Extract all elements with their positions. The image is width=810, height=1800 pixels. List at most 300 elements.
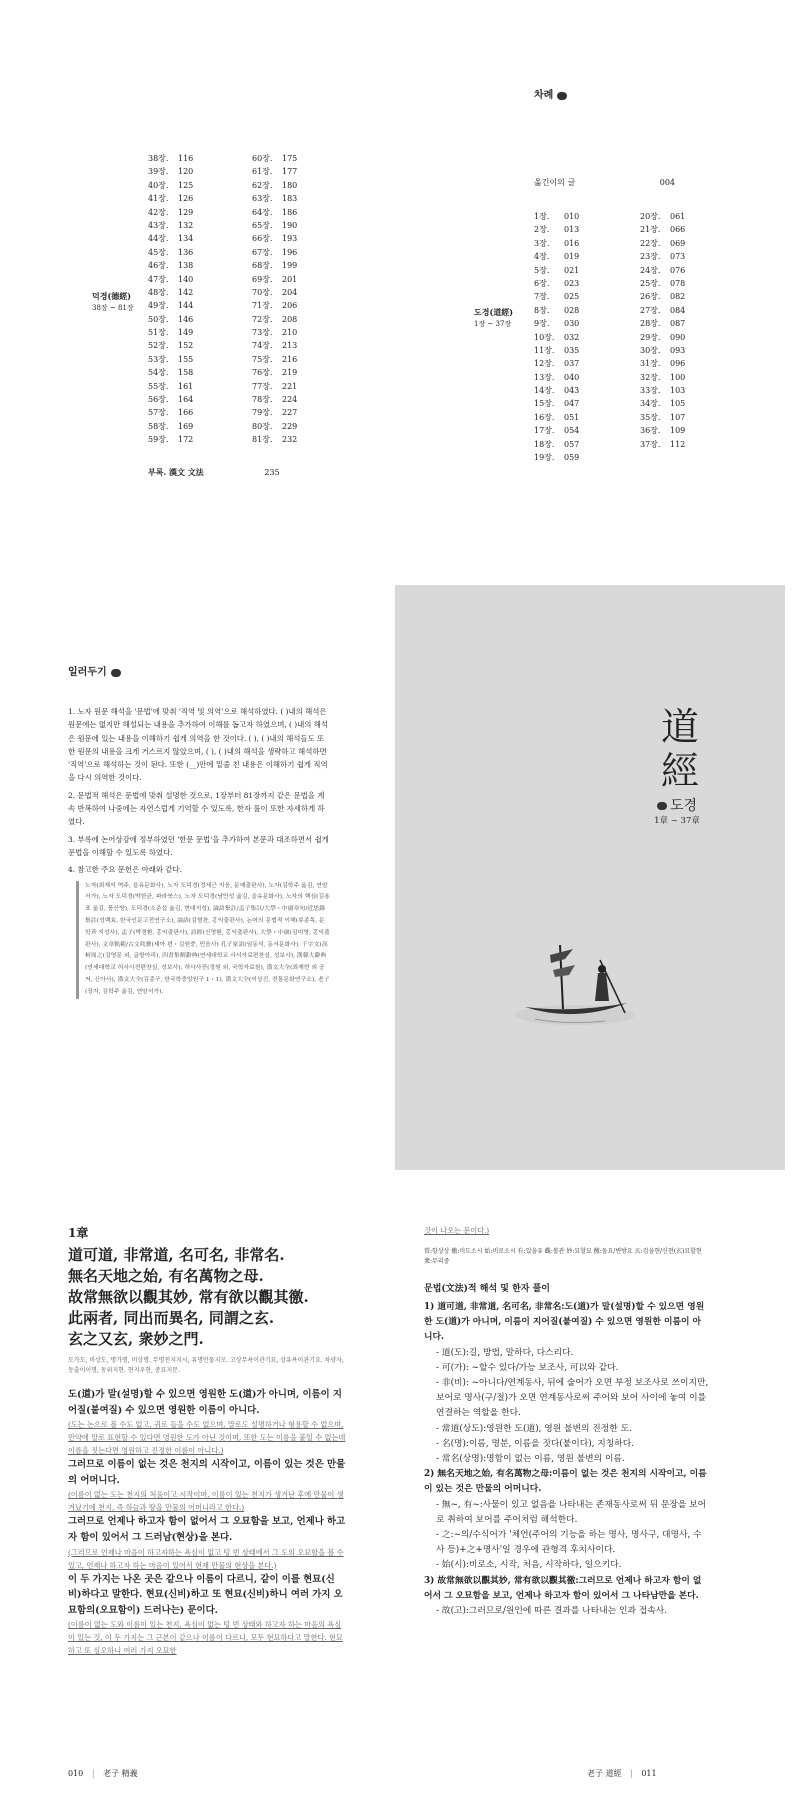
toc-entry-page: 164	[178, 395, 194, 405]
toc-entry-chapter: 51장.	[148, 328, 169, 338]
toc-entry-page: 175	[282, 154, 298, 163]
hanja-line-4: 此兩者, 同出而異名, 同謂之玄.	[68, 1309, 275, 1327]
hanja-line-3: 故常無欲以觀其妙, 常有欲以觀其徼.	[68, 1288, 309, 1306]
note-3: (그러므로 언제나 마음이 하고자하는 욕심이 없고 텅 빈 상태에서 그 도의 오묘함을 볼 수 있고, 언제나 하고자 하는 마음이 있어서 현재 만물의 현상을 본다.)	[68, 1547, 344, 1570]
footer-left: 010 | 老子 精義	[68, 1769, 138, 1778]
toc-entry-page: 138	[178, 261, 194, 271]
toc-entry[interactable]	[640, 317, 685, 330]
toc-entry-page: 142	[178, 287, 194, 297]
note-4-continued: 것이 나오는 문이다.)	[424, 1226, 490, 1235]
toc-entry[interactable]	[252, 420, 297, 433]
toc-entry-chapter: 26장.	[640, 292, 661, 302]
translation-block	[68, 1387, 346, 1657]
toc-entry-page: 023	[564, 278, 580, 288]
divider-range: 1章 ~ 37章	[654, 816, 700, 826]
toc-entry-chapter: 55장.	[148, 381, 169, 391]
toc-entry-page: 032	[564, 332, 580, 342]
toc-entry[interactable]	[148, 339, 193, 352]
toc-entry-page: 047	[564, 399, 580, 409]
toc-entry-page: 172	[178, 435, 194, 445]
toc-entry-chapter: 30장.	[640, 345, 661, 355]
toc-entry[interactable]	[640, 357, 685, 370]
toc-entry[interactable]	[148, 259, 193, 272]
toc-entry-page: 149	[178, 328, 194, 338]
toc-entry-chapter: 15장.	[534, 399, 555, 409]
toc-entry-page: 193	[282, 234, 298, 244]
grammar-item: - 故(고):그러므로/원인에 따른 결과를 나타내는 인과 접속사.	[436, 1606, 668, 1617]
toc-entry-chapter: 54장.	[148, 368, 169, 378]
toc-entry-chapter: 73장.	[252, 328, 273, 338]
toc-entry-page: 057	[564, 439, 580, 449]
toc-entry-chapter: 63장.	[252, 194, 273, 204]
toc-entry[interactable]	[640, 331, 685, 344]
toc-entry[interactable]	[252, 433, 297, 446]
toc-entry-chapter: 44장.	[148, 234, 169, 244]
toc-entry-page: 040	[564, 372, 580, 382]
toc-entry[interactable]	[148, 219, 193, 232]
grammar-item: - 非(비): ~아니다/연계동사, 뒤에 술어가 오면 부정 보조사로 쓰이지만, 보어로 명사(구/절)가 오면 연계동사로써 주어와 보어 사이에 놓여 이를 연결하는 역할을 한다.	[436, 1378, 709, 1419]
toc-entry-page: 146	[178, 314, 194, 324]
grammar-item: - 可(가): ~할수 있다/가능 보조사, 可以와 같다.	[436, 1362, 619, 1373]
toc-entry[interactable]	[148, 313, 193, 326]
toc-entry-page: 144	[178, 301, 194, 311]
toc-entry-chapter: 20장.	[640, 212, 661, 221]
translation-1: 도(道)가 말(설명)할 수 있으면 영원한 도(道)가 아니며, 이름이 지어질(붙여질) 수 있으면 영원한 이름이 아니다.	[68, 1389, 342, 1416]
toc-entry[interactable]	[640, 237, 685, 250]
grammar-item: - 常名(상명):명함이 없는 이름, 영원 불변의 이름.	[436, 1454, 625, 1465]
toc-entry-page: 208	[282, 314, 298, 324]
toc-entry-chapter: 1장.	[534, 212, 550, 221]
toc-entry[interactable]	[252, 179, 297, 192]
toc-entry-page: 066	[670, 225, 686, 235]
toc-entry-page: 152	[178, 341, 194, 351]
toc-entry-page: 096	[670, 359, 686, 369]
toc-entry-page: 016	[564, 238, 580, 248]
toc-entry[interactable]	[148, 165, 193, 178]
toc-entry[interactable]	[534, 344, 579, 357]
toc-entry-page: 013	[564, 225, 580, 235]
toc-entry-chapter: 70장.	[252, 287, 273, 297]
toc-entry[interactable]	[640, 424, 685, 437]
toc-entry-chapter: 11장.	[534, 345, 555, 355]
toc-entry-page: 140	[178, 274, 194, 284]
toc-entry[interactable]	[640, 223, 685, 236]
toc-entry-chapter: 65장.	[252, 220, 273, 230]
toc-entry-page: 010	[564, 212, 580, 221]
pronunciation: 도가도, 비상도, 명가명, 비상명. 무명천지지시, 유명만물지모. 고상무욕이관기묘, 상유욕이관기요. 차양자, 동출이이명, 동위지현. 현지우현, 중묘지문.	[68, 1357, 344, 1374]
toc-entry[interactable]	[534, 438, 579, 451]
toc-entry-chapter: 23장.	[640, 252, 661, 262]
toc-entry[interactable]	[534, 317, 579, 330]
toc-entry-page: 216	[282, 354, 298, 364]
toc-entry[interactable]	[534, 250, 579, 263]
toc-entry-page: 221	[282, 381, 298, 391]
toc-entry-page: 204	[282, 287, 298, 297]
toc-entry-chapter: 24장.	[640, 265, 661, 275]
toc-entry[interactable]	[252, 339, 297, 352]
toc-entry-chapter: 16장.	[534, 412, 555, 422]
toc-entry-chapter: 40장.	[148, 180, 169, 190]
toc-entry-chapter: 33장.	[640, 386, 661, 396]
toc-entry[interactable]	[640, 371, 685, 384]
toc-entry-chapter: 46장.	[148, 261, 169, 271]
toc-entry-chapter: 28장.	[640, 319, 661, 329]
toc-right-section-range: 1장 ~ 37장	[474, 320, 512, 328]
toc-entry[interactable]	[148, 406, 193, 419]
grammar-item: 1) 道可道, 非常道, 名可名, 非常名:도(道)가 말(설명)할 수 있으면 영원한 도(道)가 아니며, 이름이 지어질(붙여질) 수 있으면 영원한 이름이 아니다.	[424, 1302, 705, 1343]
chapter-right-page	[412, 1190, 810, 1800]
toc-right-section-title: 도경(道經)	[474, 307, 514, 317]
toc-entry-chapter: 22장.	[640, 238, 661, 248]
toc-entry-page: 206	[282, 301, 298, 311]
toc-entry[interactable]	[148, 380, 193, 393]
toc-entry-chapter: 10장.	[534, 332, 555, 342]
toc-entry-page: 180	[282, 180, 298, 190]
toc-entry[interactable]	[148, 299, 193, 312]
toc-entry[interactable]	[534, 424, 579, 437]
vocab-list: 常:항상상 徼:미도소시 始:비로소시 有:있을유 觀:볼관 妙:묘할묘 徼:돌요/변방요 玄:검을현/신현(玄)묘할현 衆:무리중	[424, 1248, 702, 1265]
toc-right-column-2	[640, 210, 685, 451]
toc-entry-page: 125	[178, 180, 194, 190]
toc-entry-page: 030	[564, 319, 580, 329]
toc-heading-text: 차례	[534, 90, 554, 101]
toc-entry-chapter: 62장.	[252, 180, 273, 190]
toc-entry-page: 227	[282, 408, 298, 418]
divider-title-block	[635, 705, 725, 793]
toc-entry-chapter: 2장.	[534, 225, 550, 235]
toc-entry[interactable]	[534, 264, 579, 277]
grammar-item: - 之:~의/수식어가 '체언(주어의 기능을 하는 명사, 명사구, 대명사, 수사 등)+之+명사'일 경우에 관형격 후치사이다.	[436, 1530, 702, 1556]
note-item-1: 1. 노자 원문 해석을 '문법'에 맞춰 '직역 및 의역'으로 해석하였다. ( )내의 해석은 원문에는 없지만 해설되는 내용을 추가하여 이해를 돕고자 하였으며, ( )내의 해석은 원문에 있는 내용을 이해하기 쉽게 의역을 한 것이다. ( ), ( )내의 해석들도 또한 원문의 내용을 크게 거스르지 않았으며, ( ), ( )내의 해석을 생략하고 해석하면 '직역'으로 해석하는 것이 된다. 또한 (__)안에 밑줄 친 내용은 이해하기 쉽게 직역을 다시 의역한 것이다.	[68, 707, 329, 783]
toc-entry[interactable]	[534, 290, 579, 303]
grammar-item: - 始(시):비로소, 시작, 처음, 시작하다, 일으키다.	[436, 1560, 622, 1571]
toc-entry-chapter: 29장.	[640, 332, 661, 342]
toc-entry[interactable]	[148, 433, 193, 446]
toc-entry-page: 136	[178, 247, 194, 257]
toc-entry[interactable]	[534, 357, 579, 370]
toc-entry[interactable]	[252, 286, 297, 299]
toc-entry[interactable]	[148, 206, 193, 219]
toc-entry-chapter: 3장.	[534, 238, 550, 248]
toc-entry-chapter: 59장.	[148, 435, 169, 445]
toc-entry-chapter: 17장.	[534, 426, 555, 436]
toc-entry-chapter: 52장.	[148, 341, 169, 351]
toc-entry-page: 073	[670, 252, 686, 262]
toc-entry[interactable]	[640, 384, 685, 397]
toc-entry[interactable]	[534, 237, 579, 250]
toc-entry-chapter: 39장.	[148, 167, 169, 177]
toc-entry[interactable]	[640, 304, 685, 317]
toc-entry-page: 199	[282, 261, 298, 271]
toc-entry-page: 183	[282, 194, 298, 204]
toc-entry-page: 186	[282, 207, 298, 217]
toc-entry[interactable]	[252, 299, 297, 312]
brush-mark-icon	[657, 802, 667, 810]
toc-entry[interactable]	[534, 397, 579, 410]
references-block: 노자(최재석 역주, 을유문화사), 노자 도덕경(정세근 지음, 문예출판사), 노자(김학주 옮김, 연암서가), 노자 도덕경(박한균, 파라북스), 노자 도덕경(남만성 옮김, 을유문화사), 노자의 핵심(김용표 옮김, 풍산방), 도덕경(소준섭 옮김, 현대지성), 論語集註/孟子集註/大學・中庸章句/近思錄集註(성백효, 한국인문고전연구소), 論語(김형찬, 홍익출판사), 논어의 문법적 이해(류종목, 문학과 지성사), 孟子(박경환, 홍익출판사), 詩經(신영환, 홍익출판사), 大學・中庸(김미영, 홍익출판사), 文章軌範/古文眞寶(세아 편・김원중, 민음사) 孔子家語(임동석, 동서문화사), 千字文(高柯周之(김영문 외, 글항아리), 四書集解辭典(연세대학교 사서자료편찬실, 성보사), 漢韓大辭典(연세대학교 허사사전편찬실, 성보사), 허사사전(정원 외, 국학자료원), 漢文大全(최재현 외 공저, 신아사), 漢文大全(김종구, 한국학중앙원구 1・1), 漢文大全(이상진, 전통문화연구소), 老子(장자, 김학주 옮김, 연암서가).	[76, 881, 330, 999]
toc-entry-page: 082	[670, 292, 686, 302]
toc-entry-page: 028	[564, 305, 580, 315]
toc-entry-page: 019	[564, 252, 580, 262]
toc-entry-page: 090	[670, 332, 686, 342]
toc-entry-page: 078	[670, 278, 686, 288]
toc-entry-chapter: 60장.	[252, 154, 273, 163]
toc-entry-chapter: 47장.	[148, 274, 169, 284]
toc-entry-chapter: 71장.	[252, 301, 273, 311]
note-item-4: 4. 참고한 주요 문헌은 아래와 같다.	[68, 865, 182, 875]
toc-entry-page: 190	[282, 220, 298, 230]
divider-title-char-2: 經	[660, 749, 699, 793]
note-1: (도는 논으로 볼 수도 없고, 귀로 들을 수도 없으며, 말로도 설명하거나 형용할 수 없으며, 만약에 말로 표현할 수 있다면 영원한 도가 아닌 것이며, 또한 도는 이름을 붙일 수 없는데 이름을 짓는다면 영원하고 진정한 이름이 아니다.)	[68, 1420, 346, 1456]
toc-left-column-2	[252, 152, 297, 447]
toc-entry-chapter: 56장.	[148, 395, 169, 405]
toc-left-appendix[interactable]	[148, 466, 280, 479]
toc-entry[interactable]	[640, 250, 685, 263]
toc-entry-chapter: 31장.	[640, 359, 661, 369]
hanja-line-2: 無名天地之始, 有名萬物之母.	[68, 1267, 264, 1285]
toc-left-section	[92, 290, 134, 313]
divider-title-char-1: 道	[660, 705, 699, 749]
toc-entry-page: 076	[670, 265, 686, 275]
toc-entry-chapter: 7장.	[534, 292, 550, 302]
toc-entry-chapter: 19장.	[534, 453, 555, 463]
toc-entry[interactable]	[148, 273, 193, 286]
toc-entry[interactable]	[640, 210, 685, 223]
toc-entry[interactable]	[252, 313, 297, 326]
toc-left-page	[0, 0, 395, 560]
brush-mark-icon	[111, 669, 121, 677]
grammar-item: - 名(명):이름, 명분, 이름을 짓다(붙이다), 지칭하다.	[436, 1438, 635, 1449]
toc-entry-page: 107	[670, 412, 686, 422]
footer-right-title: 老子 道經	[587, 1769, 622, 1778]
toc-entry-page: 093	[670, 345, 686, 355]
footer-right-page-number: 011	[641, 1769, 657, 1778]
appendix-page: 235	[264, 468, 280, 477]
grammar-item: - 道(도):길, 방법, 말하다, 다스리다.	[436, 1347, 574, 1358]
toc-entry-page: 177	[282, 167, 298, 177]
toc-entry-chapter: 35장.	[640, 412, 661, 422]
toc-entry[interactable]	[534, 411, 579, 424]
toc-entry-page: 169	[178, 421, 194, 431]
toc-entry-chapter: 25장.	[640, 278, 661, 288]
toc-entry-chapter: 43장.	[148, 220, 169, 230]
toc-entry-chapter: 36장.	[640, 426, 661, 436]
toc-entry[interactable]	[148, 179, 193, 192]
toc-entry-page: 224	[282, 395, 298, 405]
toc-entry-chapter: 77장.	[252, 381, 273, 391]
toc-entry-chapter: 75장.	[252, 354, 273, 364]
toc-entry[interactable]	[252, 353, 297, 366]
toc-entry[interactable]	[252, 326, 297, 339]
toc-entry-chapter: 18장.	[534, 439, 555, 449]
toc-entry-page: 201	[282, 274, 298, 284]
toc-entry-page: 105	[670, 399, 686, 409]
toc-entry[interactable]	[640, 344, 685, 357]
toc-entry-chapter: 80장.	[252, 421, 273, 431]
toc-entry[interactable]	[148, 152, 193, 165]
toc-entry-page: 213	[282, 341, 298, 351]
toc-entry-page: 035	[564, 345, 580, 355]
toc-entry-page: 084	[670, 305, 686, 315]
toc-right-column-1	[534, 210, 579, 464]
toc-entry-chapter: 68장.	[252, 261, 273, 271]
toc-entry-page: 232	[282, 435, 298, 445]
notes-page	[0, 585, 395, 1185]
toc-entry[interactable]	[252, 192, 297, 205]
translator-note-label: 옮긴이의 글	[534, 178, 576, 187]
grammar-list	[424, 1300, 709, 1619]
toc-entry-chapter: 57장.	[148, 408, 169, 418]
note-4: (이름이 없는 도와 이름이 있는 천지, 욕심이 없는 텅 빈 상태와 하고자 하는 마음의 욕심이 있는 것, 이 두 가지는 그 근본이 같으나 이름이 다르니, 모두 현묘하다고 말한다. 현묘하고 또 심오하니 여러 가지 오묘한	[68, 1620, 343, 1656]
toc-entry-page: 043	[564, 386, 580, 396]
toc-entry-chapter: 74장.	[252, 341, 273, 351]
toc-entry[interactable]	[640, 411, 685, 424]
toc-entry-chapter: 50장.	[148, 314, 169, 324]
toc-entry[interactable]	[148, 353, 193, 366]
toc-entry-page: 025	[564, 292, 580, 302]
toc-entry-chapter: 37장.	[640, 439, 661, 449]
toc-entry[interactable]	[252, 393, 297, 406]
note-item-2: 2. 문법적 해석은 문법에 맞춰 설명한 것으로, 1장부터 81장까지 같은 문법을 계속 반복하여 나중에는 자연스럽게 기억할 수 있도록, 한자 풀이 또한 자세하게 하였다.	[68, 790, 325, 827]
grammar-section-title: 문법(文法)적 해석 및 한자 풀이	[424, 1284, 550, 1294]
toc-entry[interactable]	[640, 397, 685, 410]
toc-entry-chapter: 81장.	[252, 435, 273, 445]
toc-entry[interactable]	[252, 246, 297, 259]
toc-entry[interactable]	[640, 438, 685, 451]
toc-entry-chapter: 6장.	[534, 278, 550, 288]
toc-left-section-range: 38장 ~ 81장	[92, 304, 134, 312]
toc-entry[interactable]	[148, 420, 193, 433]
toc-entry[interactable]	[640, 277, 685, 290]
brush-mark-icon	[557, 92, 567, 100]
toc-entry-chapter: 14장.	[534, 386, 555, 396]
toc-entry-page: 196	[282, 247, 298, 257]
grammar-item: 3) 故常無欲以觀其妙, 常有欲以觀其徼:그러므로 언제나 하고자 함이 없어서 그 오묘함을 보고, 언제나 하고자 함이 있어서 그 나타남만을 본다.	[424, 1575, 702, 1601]
toc-right-page	[412, 0, 810, 560]
toc-entry-chapter: 42장.	[148, 207, 169, 217]
divider-subtitle-block	[627, 797, 727, 827]
translation-2: 그러므로 이름이 없는 것은 천지의 시작이고, 이름이 있는 것은 만물의 어머니다.	[68, 1459, 346, 1486]
toc-entry[interactable]	[252, 406, 297, 419]
toc-entry[interactable]	[534, 451, 579, 464]
footer-left-title: 老子 精義	[103, 1769, 138, 1778]
toc-entry-chapter: 79장.	[252, 408, 273, 418]
toc-entry[interactable]	[252, 259, 297, 272]
toc-entry-chapter: 72장.	[252, 314, 273, 324]
translator-note-page: 004	[659, 178, 676, 187]
toc-entry-chapter: 67장.	[252, 247, 273, 257]
toc-entry-chapter: 53장.	[148, 354, 169, 364]
toc-entry-page: 100	[670, 372, 686, 382]
toc-entry[interactable]	[534, 384, 579, 397]
toc-entry-chapter: 27장.	[640, 305, 661, 315]
note-2: (이름이 없는 도는 천지의 처음이고 시작이며, 이름이 있는 천지가 생겨난 후에 만물이 생겨났기에 천지, 즉 하늘과 땅을 만물의 어머니라고 한다.)	[68, 1490, 344, 1513]
toc-entry[interactable]	[148, 326, 193, 339]
toc-entry[interactable]	[534, 277, 579, 290]
toc-entry-page: 054	[564, 426, 580, 436]
toc-entry[interactable]	[640, 290, 685, 303]
toc-entry[interactable]	[534, 331, 579, 344]
toc-entry-page: 132	[178, 220, 194, 230]
toc-entry[interactable]	[252, 380, 297, 393]
toc-entry[interactable]	[534, 223, 579, 236]
toc-entry[interactable]	[148, 246, 193, 259]
toc-entry-page: 166	[178, 408, 194, 418]
toc-entry[interactable]	[252, 366, 297, 379]
hanja-line-1: 道可道, 非常道, 名可名, 非常名.	[68, 1246, 285, 1264]
toc-entry-page: 109	[670, 426, 686, 436]
toc-entry-page: 129	[178, 207, 194, 217]
toc-entry[interactable]	[252, 232, 297, 245]
toc-entry-page: 069	[670, 238, 686, 248]
toc-entry-chapter: 66장.	[252, 234, 273, 244]
toc-entry-chapter: 48장.	[148, 287, 169, 297]
toc-entry[interactable]	[252, 219, 297, 232]
toc-entry[interactable]	[252, 152, 297, 165]
toc-entry-page: 021	[564, 265, 580, 275]
notes-heading	[68, 663, 121, 678]
toc-entry[interactable]	[252, 273, 297, 286]
toc-entry-page: 051	[564, 412, 580, 422]
toc-entry-page: 116	[178, 154, 194, 163]
toc-entry-page: 087	[670, 319, 686, 329]
toc-entry-page: 134	[178, 234, 194, 244]
toc-entry-chapter: 8장.	[534, 305, 550, 315]
chapter-heading: 1章	[68, 1226, 89, 1240]
toc-entry[interactable]	[534, 210, 579, 223]
divider-page	[395, 585, 785, 1170]
toc-entry-chapter: 12장.	[534, 359, 555, 369]
toc-entry-chapter: 78장.	[252, 395, 273, 405]
footer-right: 老子 道經 | 011	[587, 1769, 657, 1778]
grammar-item: - 常道(상도):영원한 도(道), 영원 불변의 진정한 도.	[436, 1423, 632, 1434]
toc-entry-chapter: 13장.	[534, 372, 555, 382]
toc-entry-page: 112	[670, 439, 686, 449]
toc-entry-page: 229	[282, 421, 298, 431]
toc-entry-chapter: 38장.	[148, 154, 169, 163]
toc-entry[interactable]	[252, 165, 297, 178]
toc-entry[interactable]	[148, 192, 193, 205]
grammar-item: - 無~, 有~:사물이 있고 없음을 나타내는 존재동사로써 뒤 문장을 보어로 취하여 보어를 주어처럼 해석한다.	[436, 1499, 707, 1525]
toc-entry[interactable]	[148, 232, 193, 245]
toc-entry-page: 219	[282, 368, 298, 378]
toc-left-column-1	[148, 152, 193, 447]
toc-entry[interactable]	[534, 304, 579, 317]
toc-entry-chapter: 5장.	[534, 265, 550, 275]
toc-entry-page: 061	[670, 212, 686, 221]
translation-4: 이 두 가지는 나온 곳은 같으나 이름이 다르니, 같이 이를 현묘(신비)하다고 말한다. 현묘(신비)하고 또 현묘(신비)하니 여러 가지 오묘함의(오묘함이) 드러나는) 문이다.	[68, 1573, 343, 1616]
toc-entry[interactable]	[148, 366, 193, 379]
chapter-content-right	[424, 1224, 709, 1619]
toc-entry[interactable]	[640, 264, 685, 277]
toc-entry-chapter: 69장.	[252, 274, 273, 284]
translator-note-entry[interactable]	[534, 176, 675, 189]
notes-heading-text: 일러두기	[68, 667, 107, 678]
notes-body	[68, 705, 330, 999]
toc-entry[interactable]	[534, 371, 579, 384]
toc-entry-page: 120	[178, 167, 194, 177]
toc-entry-chapter: 61장.	[252, 167, 273, 177]
toc-entry-chapter: 64장.	[252, 207, 273, 217]
toc-entry[interactable]	[148, 286, 193, 299]
toc-entry-page: 210	[282, 328, 298, 338]
toc-entry-chapter: 9장.	[534, 319, 550, 329]
chapter-content-left	[68, 1224, 346, 1657]
toc-entry-chapter: 34장.	[640, 399, 661, 409]
toc-entry[interactable]	[252, 206, 297, 219]
toc-entry[interactable]	[148, 393, 193, 406]
footer-left-page-number: 010	[68, 1769, 84, 1778]
